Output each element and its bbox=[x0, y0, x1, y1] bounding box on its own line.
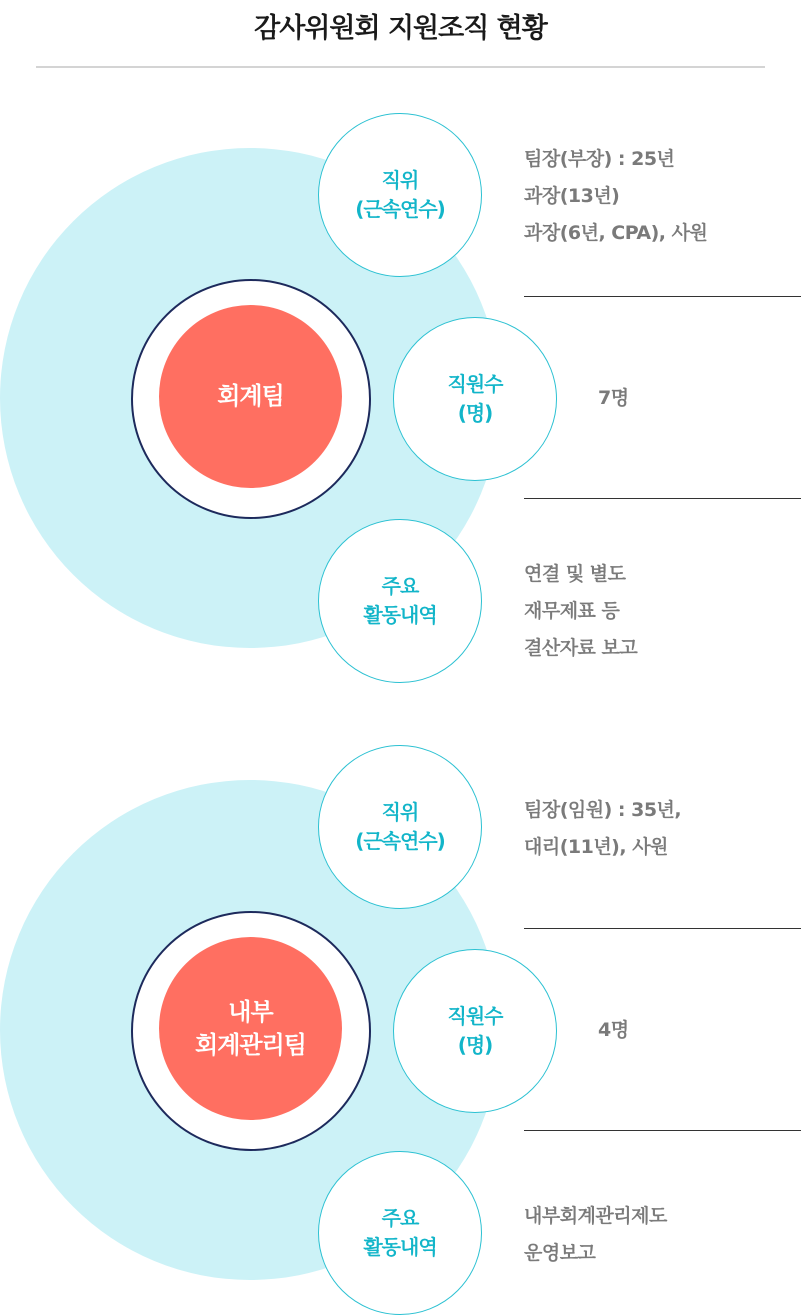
row-divider bbox=[524, 296, 801, 297]
headcount-info bbox=[598, 380, 629, 417]
activity-info bbox=[524, 556, 637, 667]
position-circle bbox=[318, 113, 482, 277]
position-label: 직위 bbox=[381, 800, 419, 824]
headcount-value: 4명 bbox=[598, 1019, 629, 1041]
headcount-sublabel: (명) bbox=[457, 401, 493, 425]
activity-info-line: 내부회계관리제도 bbox=[524, 1205, 667, 1227]
headcount-value: 7명 bbox=[598, 387, 629, 409]
activity-info-line: 결산자료 보고 bbox=[524, 637, 638, 659]
activity-label: 주요 bbox=[381, 1206, 419, 1230]
team-name-circle bbox=[159, 305, 342, 488]
activity-sublabel: 활동내역 bbox=[363, 1235, 437, 1259]
page-title: 감사위원회 지원조직 현황 bbox=[254, 13, 547, 44]
position-sublabel: (근속연수) bbox=[355, 829, 445, 853]
position-info-line: 팀장(부장) : 25년 bbox=[524, 148, 675, 170]
position-info-line: 대리(11년), 사원 bbox=[524, 836, 668, 858]
row-divider bbox=[524, 928, 801, 929]
activity-circle bbox=[318, 1151, 482, 1315]
row-divider bbox=[524, 1130, 801, 1131]
position-circle bbox=[318, 745, 482, 909]
headcount-label: 직원수 bbox=[447, 372, 503, 396]
team-name: 회계관리팀 bbox=[195, 1030, 306, 1059]
activity-sublabel: 활동내역 bbox=[363, 603, 437, 627]
headcount-circle bbox=[393, 949, 557, 1113]
headcount-label: 직원수 bbox=[447, 1004, 503, 1028]
activity-info-line: 연결 및 별도 bbox=[524, 563, 626, 585]
position-sublabel: (근속연수) bbox=[355, 197, 445, 221]
team-name-circle bbox=[159, 937, 342, 1120]
team-name: 내부 bbox=[228, 997, 273, 1026]
headcount-circle bbox=[393, 317, 557, 481]
row-divider bbox=[524, 498, 801, 499]
headcount-info bbox=[598, 1012, 629, 1049]
position-label: 직위 bbox=[381, 168, 419, 192]
position-info bbox=[524, 792, 681, 866]
position-info-line: 과장(6년, CPA), 사원 bbox=[524, 222, 708, 244]
position-info-line: 과장(13년) bbox=[524, 185, 620, 207]
title-divider bbox=[36, 66, 765, 68]
activity-info-line: 운영보고 bbox=[524, 1242, 596, 1264]
activity-info-line: 재무제표 등 bbox=[524, 600, 620, 622]
team-name: 회계팀 bbox=[217, 382, 284, 410]
activity-info bbox=[524, 1198, 667, 1272]
headcount-sublabel: (명) bbox=[457, 1033, 493, 1057]
position-info-line: 팀장(임원) : 35년, bbox=[524, 799, 682, 821]
activity-circle bbox=[318, 519, 482, 683]
position-info bbox=[524, 141, 707, 252]
activity-label: 주요 bbox=[381, 574, 419, 598]
